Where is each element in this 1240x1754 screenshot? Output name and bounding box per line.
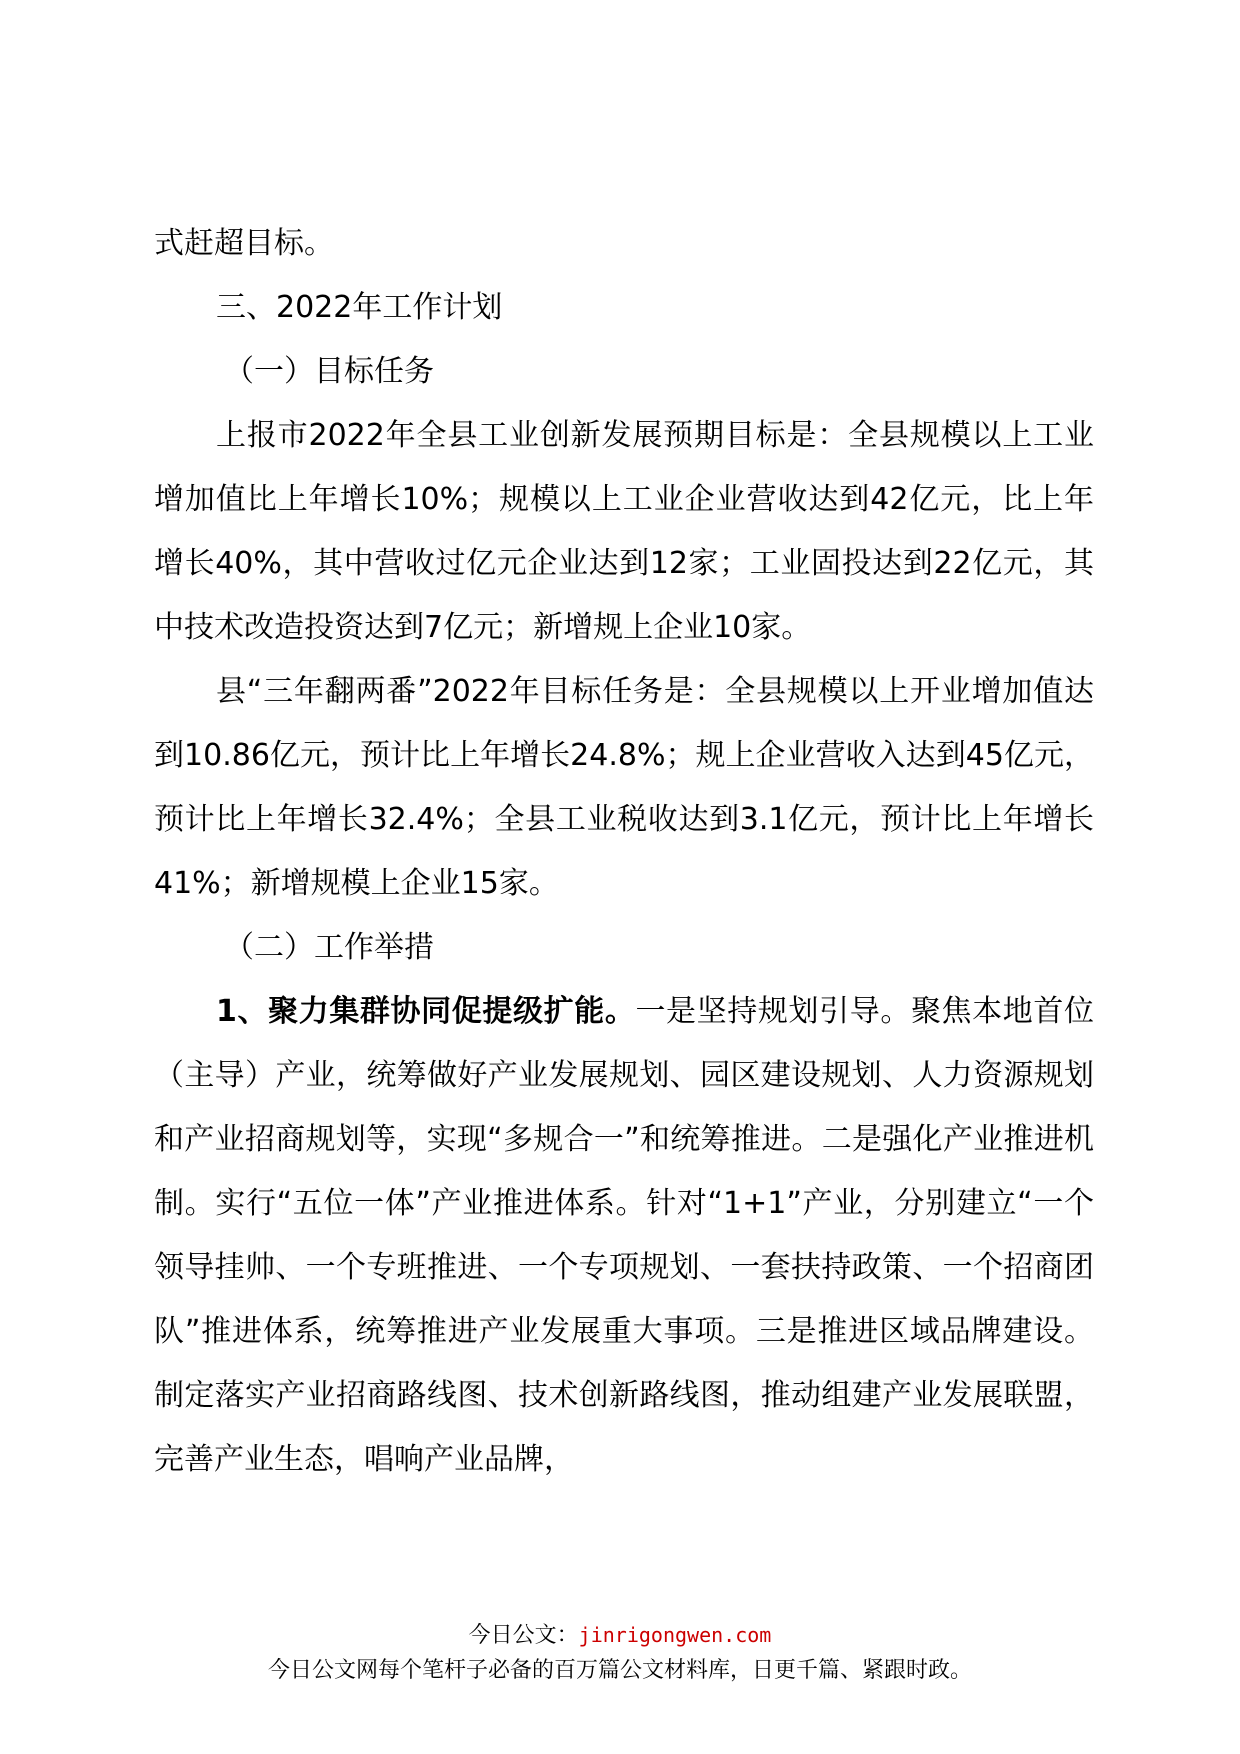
subheading-work-measures: （二）工作举措: [224, 930, 434, 965]
paragraph-city-targets: 上报市2022年全县工业创新发展预期目标是：全县规模以上工业增加值比上年增长10%；规模以上工业企业营收达到42亿元，比上年增长40%，其中营收过亿元企业达到12家；工业固投达到22亿元，其中技术改造投资达到7亿元；新增规上企业10家。: [154, 418, 1094, 645]
footer-source-line: [0, 1620, 1240, 1651]
paragraph-measure-1: [154, 980, 1094, 1492]
document-body: [154, 212, 1094, 1492]
footer-label: 今日公文：: [468, 1623, 579, 1648]
measure-1-text: 一是坚持规划引导。聚焦本地首位（主导）产业，统筹做好产业发展规划、园区建设规划、人力资源规划和产业招商规划等，实现“多规合一”和统筹推进。二是强化产业推进机制。实行“五位一体”产业推进体系。针对“1+1”产业，分别建立“一个领导挂帅、一个专班推进、一个专项规划、一套扶持政策、一个招商团队”推进体系，统筹推进产业发展重大事项。三是推进区域品牌建设。制定落实产业招商路线图、技术创新路线图，推动组建产业发展联盟，完善产业生态，唱响产业品牌，: [154, 994, 1094, 1477]
continuation-line: 式赶超目标。: [154, 226, 334, 261]
measure-1-title: 1、聚力集群协同促提级扩能。: [216, 994, 636, 1029]
subheading-target-tasks: （一）目标任务: [224, 354, 434, 389]
footer-url-link[interactable]: jinrigongwen.com: [578, 1623, 772, 1647]
section-heading: 三、2022年工作计划: [216, 290, 503, 325]
paragraph-county-targets: 县“三年翻两番”2022年目标任务是：全县规模以上开业增加值达到10.86亿元，预计比上年增长24.8%；规上企业营收入达到45亿元，预计比上年增长32.4%；全县工业税收达到3.1亿元，预计比上年增长41%；新增规模上企业15家。: [154, 674, 1094, 901]
footer-tagline: 今日公文网每个笔杆子必备的百万篇公文材料库，日更千篇、紧跟时政。: [267, 1658, 972, 1683]
